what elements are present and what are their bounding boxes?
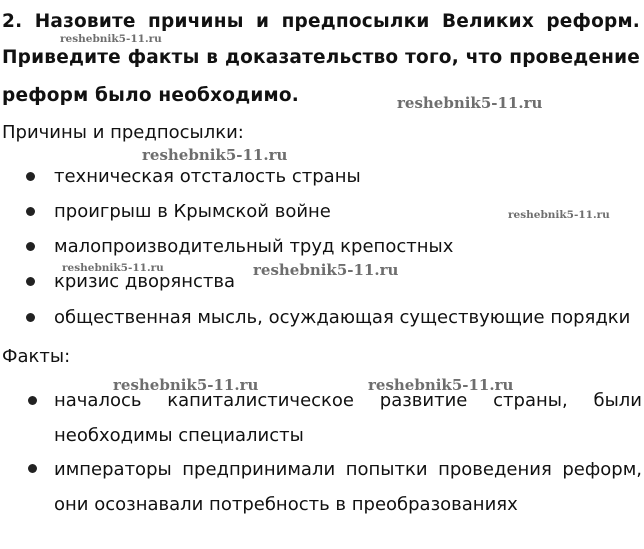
watermark: reshebnik5-11.ru <box>60 33 162 45</box>
cause-item-text: малопроизводительный труд крепостных <box>54 236 454 257</box>
watermark: reshebnik5-11.ru <box>253 261 399 279</box>
watermark: reshebnik5-11.ru <box>368 376 514 394</box>
task-line-2: Приведите факты в доказательство того, что проведение <box>2 47 640 68</box>
cause-item <box>26 303 642 333</box>
fact-item-line-2: необходимы специалисты <box>54 425 304 446</box>
watermark: reshebnik5-11.ru <box>508 209 610 221</box>
watermark: reshebnik5-11.ru <box>397 94 543 112</box>
bullet-icon <box>26 277 35 286</box>
watermark: reshebnik5-11.ru <box>62 262 164 274</box>
fact-item-line-2: они осознавали потребность в преобразованиях <box>54 494 518 515</box>
cause-item <box>26 232 642 262</box>
cause-item <box>26 162 642 192</box>
task-line-1: 2. Назовите причины и предпосылки Великих реформ. <box>2 11 640 32</box>
bullet-icon <box>26 207 35 216</box>
bullet-icon <box>28 464 37 473</box>
cause-item-text: проигрыш в Крымской войне <box>54 201 331 222</box>
causes-heading: Причины и предпосылки: <box>2 122 244 143</box>
bullet-icon <box>28 396 37 405</box>
cause-item-text: техническая отсталость страны <box>54 166 361 187</box>
bullet-icon <box>26 313 35 322</box>
bullet-icon <box>26 172 35 181</box>
cause-item-text: общественная мысль, осуждающая существующие порядки <box>54 307 631 328</box>
task-line-3: реформ было необходимо. <box>2 85 299 106</box>
bullet-icon <box>26 242 35 251</box>
watermark: reshebnik5-11.ru <box>142 146 288 164</box>
fact-item-line-1: императоры предпринимали попытки проведения реформ, <box>54 459 642 480</box>
watermark: reshebnik5-11.ru <box>113 376 259 394</box>
facts-heading: Факты: <box>2 346 71 367</box>
cause-item-text: кризис дворянства <box>54 271 235 292</box>
fact-item-line-1: началось капиталистическое развитие страны, были <box>54 390 642 411</box>
